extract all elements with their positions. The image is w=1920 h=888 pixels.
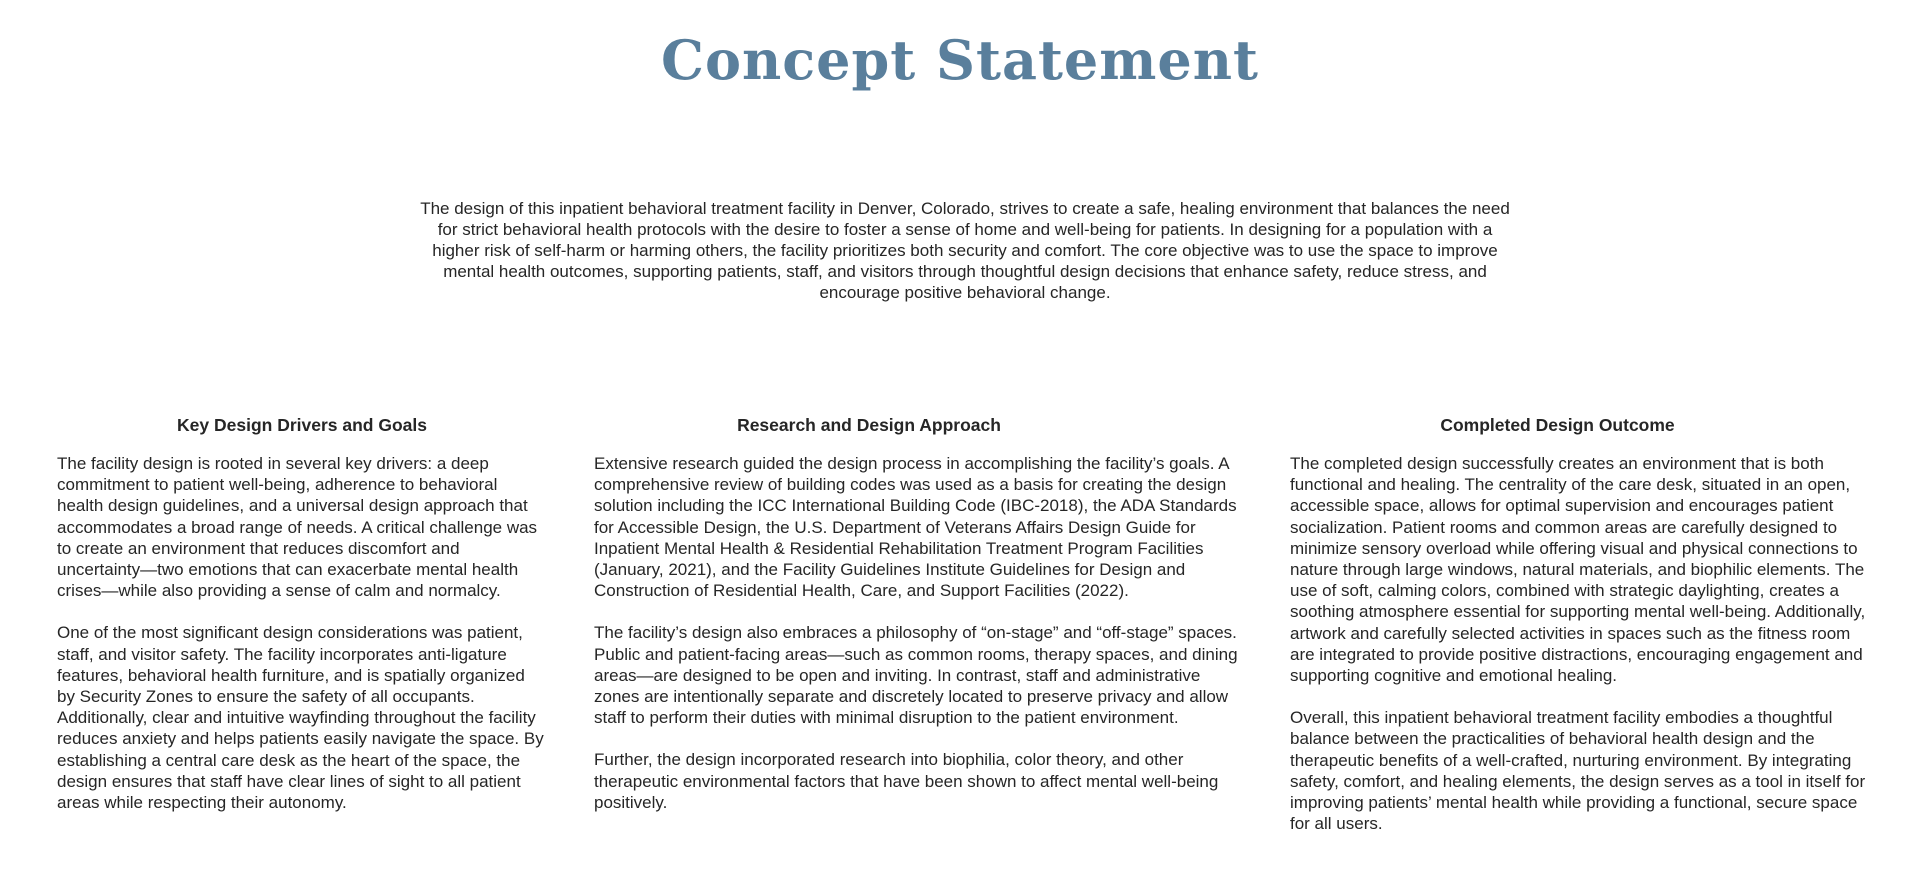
column-heading: Key Design Drivers and Goals [177, 415, 427, 435]
column-heading: Research and Design Approach [737, 415, 1001, 435]
page-title: Concept Statement [661, 28, 1259, 92]
paragraph: The completed design successfully creates an environment that is both functional and healing. The centrality of the care desk, situated in an open, accessible space, allows for optimal supervision and encourages patient socialization. Patient rooms and common areas are carefully designed to minimize sensory overload while offering visual and physical connections to nature through large windows, natural materials, and biophilic elements. The use of soft, calming colors, combined with strategic daylighting, creates a soothing atmosphere essential for supporting mental well-being. Additionally, artwork and carefully selected activities in spaces such as the fitness room are integrated to provide positive distractions, encouraging engagement and supporting cognitive and emotional healing. [1290, 454, 1866, 686]
column-heading: Completed Design Outcome [1440, 415, 1675, 435]
column-key-design-drivers [57, 413, 547, 834]
column-design-outcome [1290, 413, 1875, 855]
paragraph: One of the most significant design considerations was patient, staff, and visitor safety. The facility incorporates anti-ligature features, behavioral health furniture, and is spatially organized by Security Zones to ensure the safety of all occupants. Additionally, clear and intuitive wayfinding throughout the facility reduces anxiety and helps patients easily navigate the space. By establishing a central care desk as the heart of the space, the design ensures that staff have clear lines of sight to all patient areas while respecting their autonomy. [57, 623, 544, 813]
intro-paragraph: The design of this inpatient behavioral treatment facility in Denver, Colorado, strives to create a safe, healing environment that balances the need for strict behavioral health protocols with the desire to foster a sense of home and well-being for patients. In designing for a population with a higher risk of self-harm or harming others, the facility prioritizes both security and comfort. The core objective was to use the space to improve mental health outcomes, supporting patients, staff, and visitors through thoughtful design decisions that enhance safety, reduce stress, and encourage positive behavioral change. [420, 199, 1510, 302]
paragraph: Overall, this inpatient behavioral treatment facility embodies a thoughtful balance between the practicalities of behavioral health design and the therapeutic benefits of a well-crafted, nurturing environment. By integrating safety, comfort, and healing elements, the design serves as a tool in itself for improving patients’ mental health while providing a functional, secure space for all users. [1290, 708, 1866, 834]
column-research-approach [594, 413, 1244, 834]
paragraph: Further, the design incorporated research into biophilia, color theory, and other therapeutic environmental factors that have been shown to affect mental well-being positively. [594, 750, 1219, 812]
paragraph: Extensive research guided the design process in accomplishing the facility’s goals. A comprehensive review of building codes was used as a basis for creating the design solution including the ICC International Building Code (IBC-2018), the ADA Standards for Accessible Design, the U.S. Department of Veterans Affairs Design Guide for Inpatient Mental Health & Residential Rehabilitation Treatment Program Facilities (January, 2021), and the Facility Guidelines Institute Guidelines for Design and Construction of Residential Health, Care, and Support Facilities (2022). [594, 454, 1237, 601]
paragraph: The facility design is rooted in several key drivers: a deep commitment to patient well-being, adherence to behavioral health design guidelines, and a universal design approach that accommodates a broad range of needs. A critical challenge was to create an environment that reduces discomfort and uncertainty—two emotions that can exacerbate mental health crises—while also providing a sense of calm and normalcy. [57, 454, 538, 601]
paragraph: The facility’s design also embraces a philosophy of “on-stage” and “off-stage” spaces. Public and patient-facing areas—such as common rooms, therapy spaces, and dining areas—are designed to be open and inviting. In contrast, staff and administrative zones are intentionally separate and discretely located to preserve privacy and allow staff to perform their duties with minimal disruption to the patient environment. [594, 623, 1238, 728]
